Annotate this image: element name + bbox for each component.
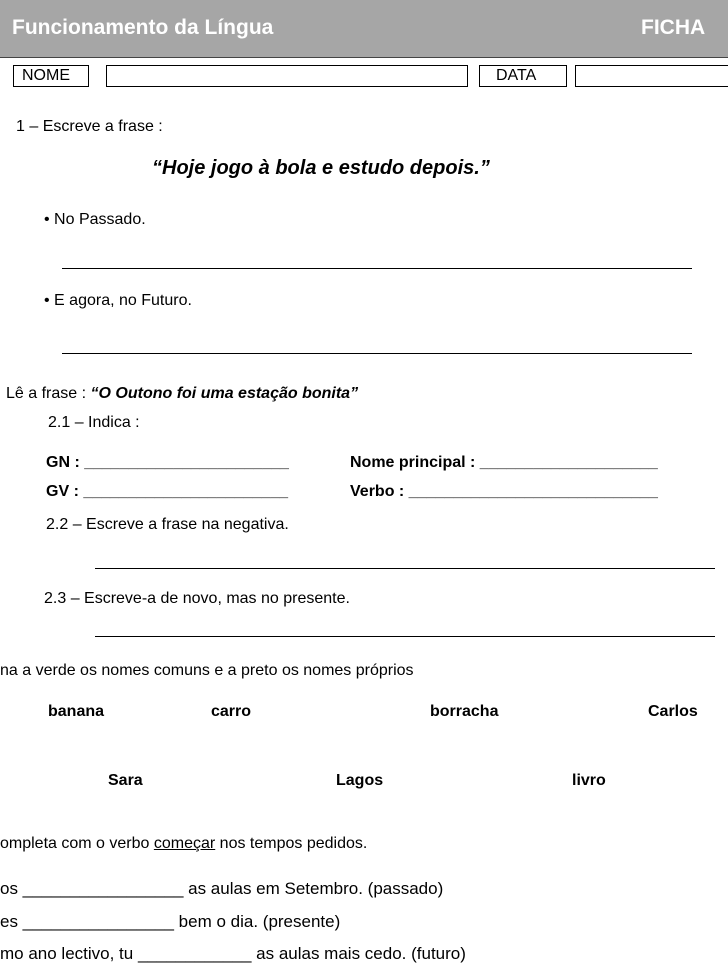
q3-prompt: na a verde os nomes comuns e a preto os nomes próprios [0,662,414,679]
nome-field[interactable] [106,65,468,87]
word-banana: banana [48,703,105,720]
q2-nome-principal: Nome principal : ____________________ [350,454,658,471]
word-carlos: Carlos [648,703,698,720]
q2-prompt-prefix: Lê a frase : [6,385,87,402]
nome-label: NOME [13,65,89,87]
ficha-label: FICHA [641,16,706,39]
q1-answer-line-past[interactable] [62,268,692,269]
q2-sub-21: 2.1 – Indica : [48,414,140,431]
word-sara: Sara [108,772,143,789]
q1-prompt: 1 – Escreve a frase : [16,118,163,135]
data-label: DATA [479,65,567,87]
q1-answer-line-future[interactable] [62,353,692,354]
q2-answer-line-negativa[interactable] [95,568,715,569]
data-field[interactable] [575,65,728,87]
q2-answer-line-presente[interactable] [95,636,715,637]
q2-gn: GN : _______________________ [46,454,289,471]
q1-sentence: “Hoje jogo à bola e estudo depois.” [152,157,490,179]
q2-sub-22: 2.2 – Escreve a frase na negativa. [46,516,289,533]
q4-prompt-before: ompleta com o verbo [0,835,154,852]
q4-line-passado: os _________________ as aulas em Setembro. (passado) [0,879,444,898]
word-carro: carro [211,703,252,720]
q1-bullet-future: • E agora, no Futuro. [44,292,192,309]
word-livro: livro [572,772,606,789]
q2-sentence: “O Outono foi uma estação bonita” [90,385,359,402]
q2-prompt [6,385,358,403]
q2-verbo: Verbo : ____________________________ [350,483,658,500]
q1-bullet-past: • No Passado. [44,211,146,228]
q4-prompt-verb: começar [153,835,216,852]
q2-gv: GV : _______________________ [46,483,288,500]
q2-sub-23: 2.3 – Escreve-a de novo, mas no presente. [44,590,350,607]
q4-prompt-after: nos tempos pedidos. [215,835,368,852]
word-lagos: Lagos [336,772,384,789]
word-borracha: borracha [430,703,499,720]
page-title: Funcionamento da Língua [12,16,274,39]
q4-prompt [0,835,367,853]
q4-line-presente: es ________________ bem o dia. (presente) [0,912,341,931]
q4-line-futuro: mo ano lectivo, tu ____________ as aulas mais cedo. (futuro) [0,944,466,963]
